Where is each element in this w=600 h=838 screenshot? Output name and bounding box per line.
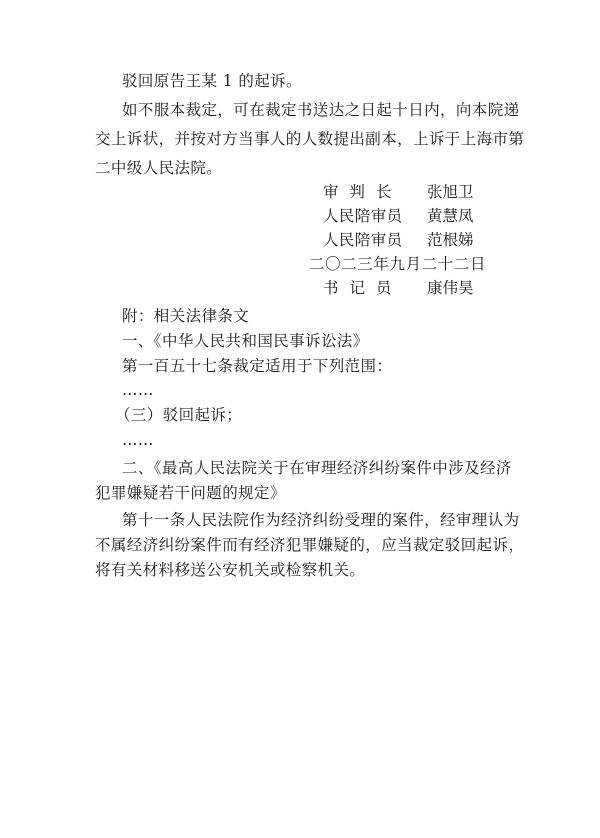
appendix-article: 不属经济纠纷案件而有经济犯罪嫌疑的，应当裁定驳回起诉，: [95, 536, 525, 554]
appendix-heading: 附：相关法律条文: [122, 307, 250, 325]
appendix-clause: （三）驳回起诉；: [115, 406, 243, 424]
ruling-date: 二〇二三年九月二十二日: [309, 255, 487, 273]
signature-name: 张旭卫: [427, 183, 474, 201]
signature-role: 审 判 长: [323, 183, 392, 201]
signature-role: 人民陪审员: [323, 207, 403, 225]
appendix-article: 第十一条人民法院作为经济纠纷受理的案件，经审理认为: [122, 511, 520, 529]
appeal-notice-line: 二中级人民法院。: [95, 159, 223, 177]
signature-name: 黄慧凤: [427, 207, 474, 225]
appeal-notice-line: 交上诉状，并按对方当事人的人数提出副本，上诉于上海市第: [95, 130, 525, 148]
appendix-ellipsis: ……: [122, 431, 154, 449]
ruling-text-line: 驳回原告王某 1 的起诉。: [122, 72, 302, 90]
clerk-role: 书 记 员: [323, 279, 392, 297]
appeal-notice-line: 如不服本裁定，可在裁定书送达之日起十日内，向本院递: [122, 101, 520, 119]
appendix-law-title: 二、《最高人民法院关于在审理经济纠纷案件中涉及经济: [122, 459, 512, 477]
clerk-name: 康伟昊: [427, 279, 474, 297]
signature-role: 人民陪审员: [323, 231, 403, 249]
appendix-ellipsis: ……: [122, 381, 154, 399]
signature-name: 范根娣: [427, 231, 474, 249]
appendix-article: 第一百五十七条裁定适用于下列范围：: [122, 357, 393, 375]
appendix-law-title: 犯罪嫌疑若干问题的规定》: [95, 484, 286, 502]
appendix-article: 将有关材料移送公安机关或检察机关。: [95, 561, 366, 579]
appendix-law-title: 一、《中华人民共和国民事诉讼法》: [122, 332, 369, 350]
